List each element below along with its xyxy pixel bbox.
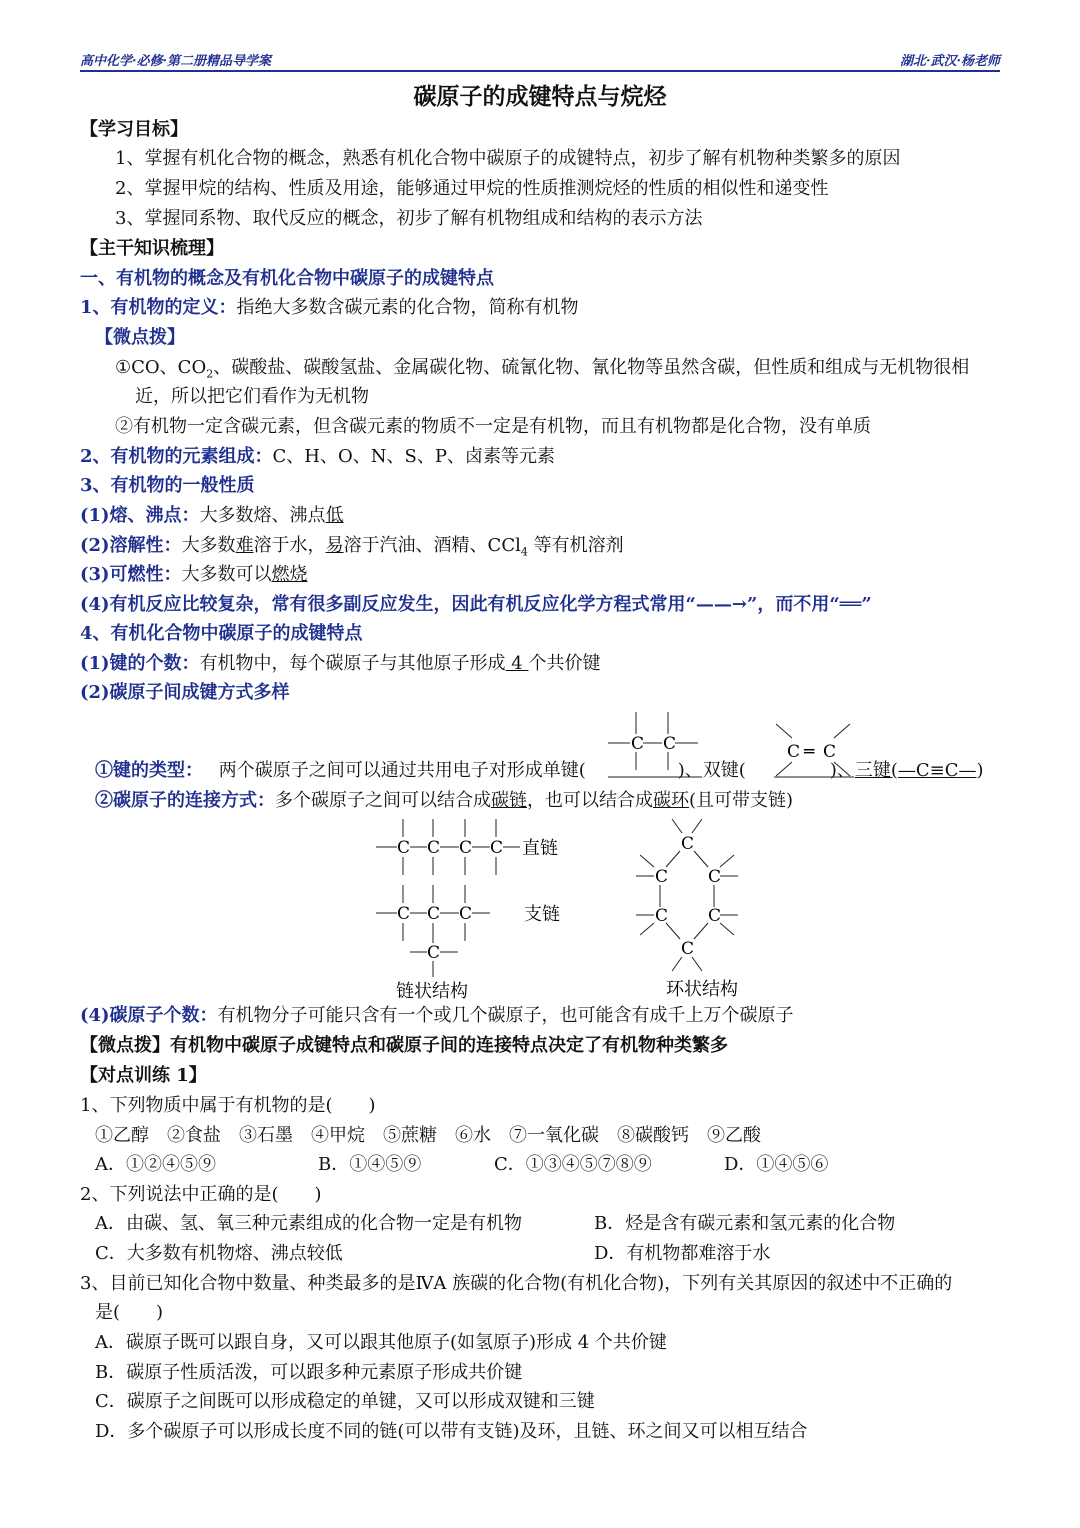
bond-count-b: 个共价键 <box>528 653 601 674</box>
question-1: 1、下列物质中属于有机物的是( ) <box>80 1095 376 1116</box>
chain-atom: C <box>397 904 411 924</box>
connection-b: ，也可以结合成 <box>527 790 653 811</box>
tip-1-b: 、碳酸盐、碳酸氢盐、金属碳化物、硫氰化物、氰化物等虽然含碳，但性质和组成与无机物很相 <box>213 357 970 378</box>
ring-atom: C <box>708 867 722 887</box>
question-1-option-a: A．①②④⑤⑨ <box>95 1154 216 1175</box>
bond-type-d: ) <box>976 760 984 781</box>
chain-atom: C <box>427 904 441 924</box>
bond-type-a: 两个碳原子之间可以通过共用电子对形成单键( <box>218 760 586 781</box>
elements-line <box>80 445 555 469</box>
tip-2: ②有机物一定含碳元素，但含碳元素的物质不一定是有机物，而且有机物都是化合物，没有单质 <box>115 416 871 437</box>
bond-type-b: )、双键( <box>677 760 746 781</box>
property-2-b: 溶于水， <box>253 535 326 556</box>
carbon-count-text: 有机物分子可能只含有一个或几个碳原子，也可能含有成千上万个碳原子 <box>217 1005 794 1026</box>
ring-structure-diagram <box>630 815 760 1005</box>
objectives-heading: 【学习目标】 <box>80 119 188 140</box>
chain-atom: C <box>397 838 411 858</box>
property-3-answer: 燃烧 <box>271 564 308 585</box>
property-1 <box>80 504 344 528</box>
practice-heading: 【对点训练 1】 <box>80 1065 207 1086</box>
connection-a: 多个碳原子之间可以结合成 <box>275 790 491 811</box>
objective-item: 2、掌握甲烷的结构、性质及用途，能够通过甲烷的性质推测烷烃的性质的相似性和递变性 <box>115 178 829 199</box>
property-2-c: 溶于汽油、酒精、CCl <box>343 535 521 556</box>
tip-1-cont: 近，所以把它们看作为无机物 <box>135 386 369 407</box>
carbon-count-line <box>80 1004 794 1028</box>
bond-count-answer: 4 <box>505 653 529 674</box>
property-1-label: (1)熔、沸点： <box>80 505 200 526</box>
ring-atom: C <box>655 867 669 887</box>
properties-heading: 3、有机物的一般性质 <box>80 475 255 496</box>
question-2-option-d: D．有机物都难溶于水 <box>594 1243 771 1264</box>
question-2-option-b: B．烃是含有碳元素和氢元素的化合物 <box>594 1213 896 1234</box>
chain-atom: C <box>459 838 473 858</box>
triple-bond-answer: —C≡C— <box>897 760 977 781</box>
connection-label: ②碳原子的连接方式： <box>95 790 275 811</box>
question-1-option-d: D．①④⑤⑥ <box>724 1154 829 1175</box>
tip-1-sub: 2 <box>206 367 214 381</box>
ring-atom: C <box>708 906 722 926</box>
question-1-option-c: C．①③④⑤⑦⑧⑨ <box>494 1154 652 1175</box>
double-bond-atom: C <box>787 742 801 762</box>
chain-caption: 链状结构 <box>396 981 468 1002</box>
definition-line <box>80 296 579 320</box>
connection-line <box>95 789 793 813</box>
elements-text: C、H、O、N、S、P、卤素等元素 <box>272 446 555 467</box>
property-1-text: 大多数熔、沸点 <box>199 505 326 526</box>
section-1-title: 一、有机物的概念及有机化合物中碳原子的成键特点 <box>80 268 494 289</box>
definition-label: 1、有机物的定义： <box>80 297 237 318</box>
branch-chain-label: 支链 <box>524 904 560 925</box>
tip-label: 【微点拨】 <box>95 327 185 348</box>
carbon-count-label: (4)碳原子个数： <box>80 1005 218 1026</box>
knowledge-heading: 【主干知识梳理】 <box>80 238 224 259</box>
connection-answer-2: 碳环 <box>653 790 689 811</box>
property-2-a: 大多数 <box>181 535 236 556</box>
double-bond-symbol: ═ <box>804 742 815 762</box>
property-1-answer: 低 <box>325 505 344 526</box>
question-3-option-d: D．多个碳原子可以形成长度不同的链(可以带有支链)及环，且链、环之间又可以相互结合 <box>95 1421 808 1442</box>
connection-c: (且可带支链) <box>689 790 794 811</box>
elements-label: 2、有机物的元素组成： <box>80 446 273 467</box>
final-tip: 【微点拨】有机物中碳原子成键特点和碳原子间的连接特点决定了有机物种类繁多 <box>80 1035 728 1056</box>
property-2-sub: 4 <box>520 545 528 559</box>
bond-type-triple: 三键( <box>854 760 898 781</box>
bond-modes-heading: (2)碳原子间成键方式多样 <box>80 682 290 703</box>
property-2-answer-1: 难 <box>235 535 254 556</box>
header-right: 湖北·武汉·杨老师 <box>899 54 1000 69</box>
ring-caption: 环状结构 <box>666 979 738 1000</box>
question-3-cont: 是( ) <box>95 1302 164 1323</box>
header-left: 高中化学·必修·第二册精品导学案 <box>80 54 272 69</box>
question-2-option-a: A．由碳、氢、氧三种元素组成的化合物一定是有机物 <box>95 1213 522 1234</box>
property-3-text: 大多数可以 <box>181 564 272 585</box>
property-2 <box>80 534 624 565</box>
tip-1-a: ①CO、CO <box>115 357 207 378</box>
property-2-d: 等有机溶剂 <box>527 535 624 556</box>
page-header <box>80 50 1000 72</box>
objective-item: 3、掌握同系物、取代反应的概念，初步了解有机物组成和结构的表示方法 <box>115 208 703 229</box>
property-4: (4)有机反应比较复杂，常有很多副反应发生，因此有机反应化学方程式常用“——→”，而不用“══” <box>80 594 872 615</box>
question-2: 2、下列说法中正确的是( ) <box>80 1184 322 1205</box>
question-3-option-c: C．碳原子之间既可以形成稳定的单键，又可以形成双键和三键 <box>95 1391 595 1412</box>
straight-chain-label: 直链 <box>522 838 558 859</box>
question-3-option-b: B．碳原子性质活泼，可以跟多种元素原子形成共价键 <box>95 1362 523 1383</box>
ring-atom: C <box>655 906 669 926</box>
bond-count <box>80 652 600 676</box>
question-2-option-c: C．大多数有机物熔、沸点较低 <box>95 1243 343 1264</box>
ring-atom: C <box>681 939 695 959</box>
property-2-label: (2)溶解性： <box>80 535 182 556</box>
chain-atom: C <box>459 904 473 924</box>
chain-atom: C <box>490 838 504 858</box>
bond-count-a: 有机物中，每个碳原子与其他原子形成 <box>199 653 506 674</box>
question-1-option-b: B．①④⑤⑨ <box>318 1154 422 1175</box>
question-1-items: ①乙醇 ②食盐 ③石墨 ④甲烷 ⑤蔗糖 ⑥水 ⑦一氧化碳 ⑧碳酸钙 ⑨乙酸 <box>95 1125 761 1146</box>
question-3-option-a: A．碳原子既可以跟自身，又可以跟其他原子(如氢原子)形成 4 个共价键 <box>95 1332 667 1353</box>
property-2-answer-2: 易 <box>325 535 344 556</box>
chain-atom: C <box>427 943 441 963</box>
objective-item: 1、掌握有机化合物的概念，熟悉有机化合物中碳原子的成键特点，初步了解有机物种类繁多的原因 <box>115 148 901 169</box>
page-title: 碳原子的成键特点与烷烃 <box>413 84 667 110</box>
chain-structure-diagram <box>370 815 580 1005</box>
definition-text: 指绝大多数含碳元素的化合物，简称有机物 <box>236 297 579 318</box>
connection-answer-1: 碳链 <box>491 790 527 811</box>
chain-atom: C <box>427 838 441 858</box>
property-3-label: (3)可燃性： <box>80 564 182 585</box>
property-3 <box>80 563 308 587</box>
bond-type-c: )、 <box>829 760 855 781</box>
single-bond-atom: C <box>631 734 645 754</box>
bond-type-label: ①键的类型： <box>95 760 203 781</box>
tip-1 <box>115 356 969 387</box>
double-bond-atom: C <box>823 742 837 762</box>
ring-atom: C <box>681 834 695 854</box>
bond-count-label: (1)键的个数： <box>80 653 200 674</box>
bond-type-line <box>95 759 984 783</box>
question-3: 3、目前已知化合物中数量、种类最多的是ⅣA 族碳的化合物(有机化合物)，下列有关其原因的叙述中不正确的 <box>80 1273 953 1294</box>
bond-heading: 4、有机化合物中碳原子的成键特点 <box>80 623 363 644</box>
single-bond-atom: C <box>663 734 677 754</box>
